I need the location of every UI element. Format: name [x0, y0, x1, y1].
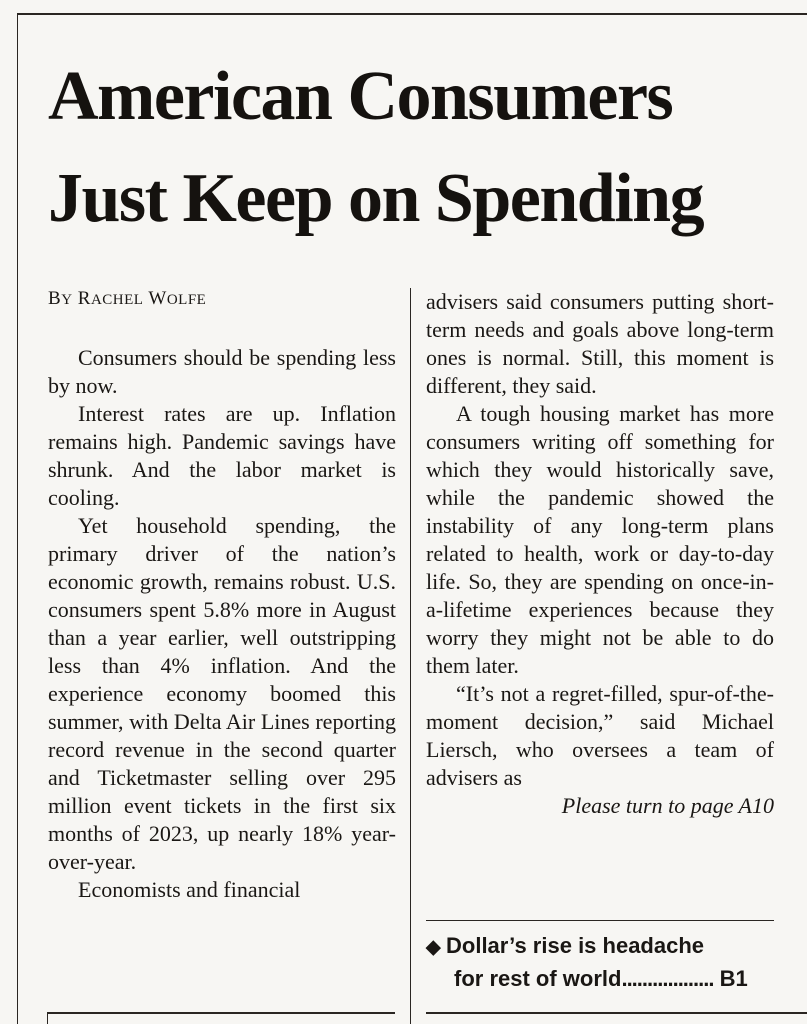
byline-prefix-rest: Y: [61, 292, 73, 308]
paragraph: Yet household spending, the primary driver of the nation’s economic growth, remains robust. U.S. consumers spent 5.8% more in August than a year earlier, well outstripping less than 4% inflation. And the experience economy boomed this summer, with Delta Air Lines reporting record revenue in the second quarter and Ticketmaster selling over 295 million event tickets in the first six months of 2023, up nearly 18% year-over-year.: [48, 513, 396, 874]
article-column-1: [48, 344, 396, 904]
paragraph: Interest rates are up. Inflation remains high. Pandemic savings have shrunk. And the labor market is cooling.: [48, 401, 396, 510]
byline-first-initial: R: [77, 288, 91, 309]
bottom-left-box-side: [47, 1012, 48, 1024]
byline-prefix-initial: B: [48, 288, 62, 309]
article-column-2: [426, 288, 774, 820]
teaser-line-1: Dollar’s rise is headache: [446, 933, 705, 958]
paragraph: A tough housing market has more consumers writing off something for which they would historically save, while the pandemic showed the instability of any long-term plans related to health, work or day-to-day life. So, they are spending on once-in-a-lifetime experiences because they worry they might not be able to do them later.: [426, 401, 774, 678]
byline: [48, 288, 388, 310]
paragraph: “It’s not a regret-filled, spur-of-the-moment decision,” said Michael Liersch, who oversees a team of advisers as: [426, 681, 774, 790]
jump-line-link[interactable]: Please turn to page A10: [561, 793, 774, 818]
center-column-rule: [410, 288, 411, 1024]
teaser-line-2-text: for rest of world: [454, 966, 622, 991]
bottom-right-box-rule: [426, 1012, 807, 1014]
diamond-bullet-icon: ◆: [426, 937, 441, 958]
left-column-rule: [17, 13, 18, 1024]
byline-last-initial: W: [148, 288, 167, 309]
teaser-top-rule: [426, 920, 774, 921]
byline-first-rest: ACHEL: [90, 292, 144, 308]
teaser-page-ref: B1: [719, 966, 748, 991]
byline-last-rest: OLFE: [166, 292, 207, 308]
top-rule: [18, 13, 807, 15]
teaser-link[interactable]: [426, 930, 776, 994]
headline: [48, 46, 788, 250]
headline-line-1: American Consumers: [48, 58, 673, 135]
paragraph: Consumers should be spending less by now.: [48, 345, 396, 398]
teaser-line-2: [426, 963, 776, 994]
bottom-left-box-rule: [47, 1012, 395, 1014]
paragraph: Economists and financial: [78, 877, 301, 902]
teaser-leader-dots: ..................: [621, 966, 714, 991]
headline-line-2: Just Keep on Spending: [48, 160, 704, 237]
paragraph: advisers said consumers putting short-term needs and goals above long-term ones is normal. Still, this moment is different, they said.: [426, 289, 774, 398]
